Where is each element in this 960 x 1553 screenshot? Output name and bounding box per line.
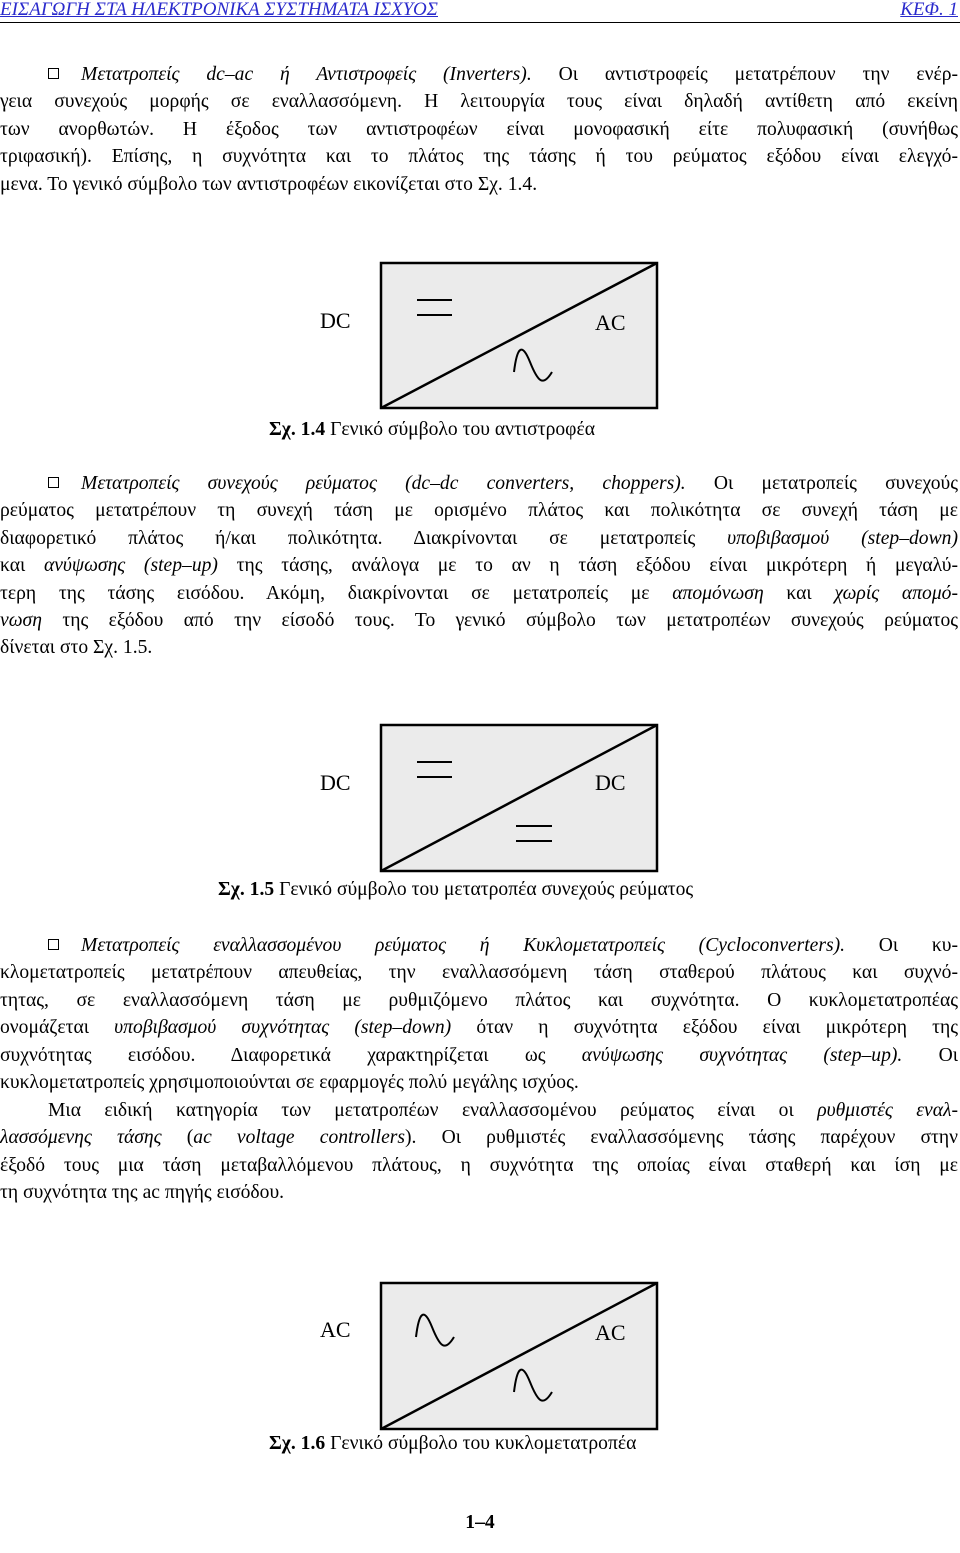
fig14-caption: Σχ. 1.4 Γενικό σύμβολο του αντιστροφέα — [269, 419, 595, 440]
fig15-left-label: DC — [320, 770, 351, 795]
bullet-icon — [48, 68, 59, 79]
choppers-paragraph: Μετατροπείς συνεχούς ρεύματος (dc–dc converters, choppers). Οι μετατροπείς συνεχούς ρεύματος μετατρέπουν τη συνεχή τάση με ορισμένο πλάτος και πολικότητα σε συνεχή τάση με διαφορετικό πλάτος ή/και πολικότητα. Διακρίνονται σε μετατροπείς υποβιβασμού (step–down) και ανύψωσης (step–up) της τάσης, ανάλογα με το αν η τάση εξόδου είναι μικρότερη ή μεγαλύ- τερη της τάσης εισόδου. Ακόμη, διακρίνονται σε μετατροπείς με απομόνωση και χωρίς απομό- νωση της εξόδου από την είσοδό τους. Το γενικό σύμβολο των μετατροπέων συνεχούς ρεύματος δίνεται στο Σχ. 1.5. — [0, 473, 958, 659]
fig15-right-label: DC — [595, 770, 626, 795]
inverters-title: Μετατροπείς dc–ac ή Αντιστροφείς (Inverters). — [81, 64, 532, 85]
fig14-left-label: DC — [320, 308, 351, 333]
header-title[interactable]: ΕΙΣΑΓΩΓΗ ΣΤΑ ΗΛΕΚΤΡΟΝΙΚΑ ΣΥΣΤΗΜΑΤΑ ΙΣΧΥΟΣ — [0, 0, 438, 20]
ac-controllers-paragraph: Μια ειδική κατηγορία των μετατροπέων εναλλασσομένου ρεύματος είναι οι ρυθμιστές εναλ- λασσόμενης τάσης (ac voltage controllers). Οι ρυθμιστές εναλλασσόμενης τάσης παρέχουν στην έξοδό τους μια τάση μεταβαλλόμενου πλάτους, η συχνότητα της οποίας είναι σταθερή και ίση με τη συχνότητα της ac πηγής εισόδου. — [0, 1100, 958, 1204]
page-header — [0, 0, 960, 23]
fig16-right-label: AC — [595, 1320, 626, 1345]
cyclo-paragraph: Μετατροπείς εναλλασσομένου ρεύματος ή Κυκλομετατροπείς (Cycloconverters). Οι κυ- κλομετατροπείς μετατρέπουν απευθείας, την εναλλασσόμενη τάση σταθερού πλάτους και συχνό- τητας, σε εναλλασσόμενη τάση με ρυθμιζόμενο πλάτος και συχνότητα. Ο κυκλομετατροπέας ονομάζεται υποβιβασμού συχνότητας (step–down) όταν η συχνότητα εξόδου είναι μικρότερη της συχνότητας εισόδου. Διαφορετικά χαρακτηρίζεται ως ανύψωσης συχνότητας (step–up). Οι κυκλομετατροπείς χρησιμοποιούνται σε εφαρμογές πολύ μεγάλης ισχύος. — [0, 935, 959, 1094]
fig15-caption: Σχ. 1.5 Γενικό σύμβολο του μετατροπέα συνεχούς ρεύματος — [218, 879, 694, 900]
header-chapter[interactable]: ΚΕΦ. 1 — [900, 0, 958, 20]
cycloconverter-symbol-diagram — [300, 1282, 660, 1432]
fig16-caption: Σχ. 1.6 Γενικό σύμβολο του κυκλομετατροπέα — [269, 1433, 637, 1454]
fig14-right-label: AC — [595, 310, 626, 335]
bullet-icon — [48, 477, 59, 488]
inverter-symbol-diagram — [300, 262, 660, 412]
page-number: 1–4 — [465, 1512, 495, 1533]
chopper-symbol-diagram — [300, 724, 660, 874]
fig16-left-label: AC — [320, 1317, 351, 1342]
bullet-icon — [48, 939, 59, 950]
inverters-paragraph: Μετατροπείς dc–ac ή Αντιστροφείς (Inverters). Οι αντιστροφείς μετατρέπουν την ενέρ- γεια συνεχούς μορφής σε εναλλασσόμενη. Η λειτουργία τους είναι δηλαδή αντίθετη από εκείνη των ανορθωτών. Η έξοδος των αντιστροφέων είναι μονοφασική είτε πολυφασική (συνήθως τριφασική). Επίσης, η συχνότητα και το πλάτος της τάσης ή του ρεύματος εξόδου είναι ελεγχό- μενα. Το γενικό σύμβολο των αντιστροφέων εικονίζεται στο Σχ. 1.4. — [0, 64, 959, 195]
